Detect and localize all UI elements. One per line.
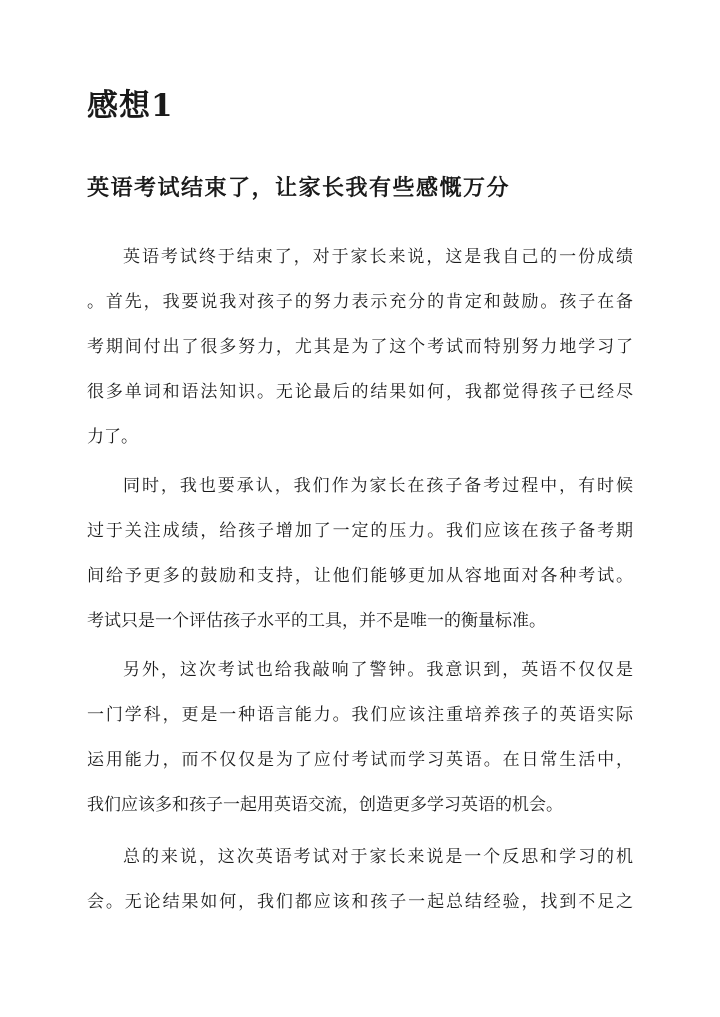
paragraph-line: 我们应该多和孩子一起用英语交流，创造更多学习英语的机会。 <box>87 795 563 815</box>
paragraph-2 <box>87 464 633 644</box>
paragraph-line: 运用能力，而不仅仅是为了应付考试而学习英语。在日常生活中， <box>87 750 633 770</box>
paragraph-line: 。首先，我要说我对孩子的努力表示充分的肯定和鼓励。孩子在备 <box>87 292 633 312</box>
essay-heading: 英语考试结束了，让家长我有些感慨万分 <box>87 175 511 201</box>
paragraph-line: 一门学科，更是一种语言能力。我们应该注重培养孩子的英语实际 <box>87 705 633 725</box>
paragraph-line: 考期间付出了很多努力，尤其是为了这个考试而特别努力地学习了 <box>87 337 633 357</box>
paragraph-line: 考试只是一个评估孩子水平的工具，并不是唯一的衡量标准。 <box>87 611 546 631</box>
paragraph-line: 间给予更多的鼓励和支持，让他们能够更加从容地面对各种考试。 <box>87 566 633 586</box>
paragraph-line: 力了。 <box>87 427 138 447</box>
paragraph-1 <box>87 235 633 460</box>
paragraph-line: 会。无论结果如何，我们都应该和孩子一起总结经验，找到不足之 <box>87 892 633 912</box>
paragraph-line: 另外，这次考试也给我敲响了警钟。我意识到，英语不仅仅是 <box>123 660 633 680</box>
paragraph-line: 过于关注成绩，给孩子增加了一定的压力。我们应该在孩子备考期 <box>87 521 633 541</box>
paragraph-3 <box>87 648 633 828</box>
paragraph-line: 很多单词和语法知识。无论最后的结果如何，我都觉得孩子已经尽 <box>87 382 633 402</box>
paragraph-line: 英语考试终于结束了，对于家长来说，这是我自己的一份成绩 <box>123 247 633 267</box>
paragraph-4 <box>87 835 633 925</box>
page-title: 感想1 <box>87 88 174 124</box>
paragraph-line: 总的来说，这次英语考试对于家长来说是一个反思和学习的机 <box>123 847 633 867</box>
paragraph-line: 同时，我也要承认，我们作为家长在孩子备考过程中，有时候 <box>123 476 633 496</box>
